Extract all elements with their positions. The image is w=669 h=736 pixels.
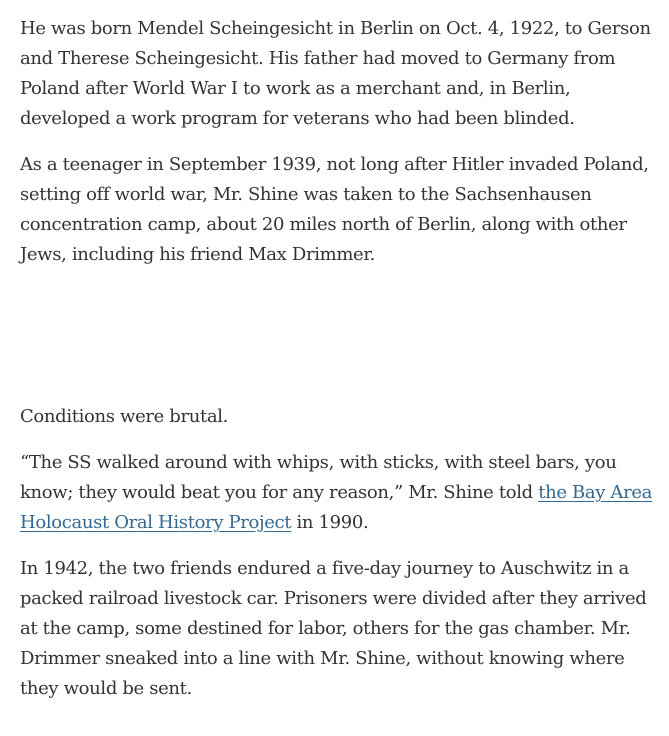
oral-history-project-link[interactable]: the Bay Area Holocaust Oral History Project [20,482,653,533]
paragraph-sachsenhausen: As a teenager in September 1939, not long after Hitler invaded Poland, setting off world war, Mr. Shine was taken to the Sachsenhausen concentration camp, about 20 miles north of Berlin, along with other Jews, including his friend Max Drimmer. [20,154,649,265]
ad-spacer [20,286,660,402]
quote-year: in 1990. [291,512,369,533]
quote-text: “The SS walked around with whips, with sticks, with steel bars, you know; they would beat you for any reason,” Mr. Shine told [20,452,617,503]
paragraph-auschwitz: In 1942, the two friends endured a five-day journey to Auschwitz in a packed railroad livestock car. Prisoners were divided after they arrived at the camp, some destined for labor, others for the gas chamber. Mr. Drimmer sneaked into a line with Mr. Shine, without knowing where they would be sent. [20,558,647,699]
paragraph-conditions: Conditions were brutal. [20,406,229,427]
paragraph-quote [20,448,660,538]
paragraph-birth: He was born Mendel Scheingesicht in Berlin on Oct. 4, 1922, to Gerson and Therese Scheingesicht. His father had moved to Germany from Poland after World War I to work as a merchant and, in Berlin, developed a work program for veterans who had been blinded. [20,18,651,129]
article-body [20,14,660,720]
